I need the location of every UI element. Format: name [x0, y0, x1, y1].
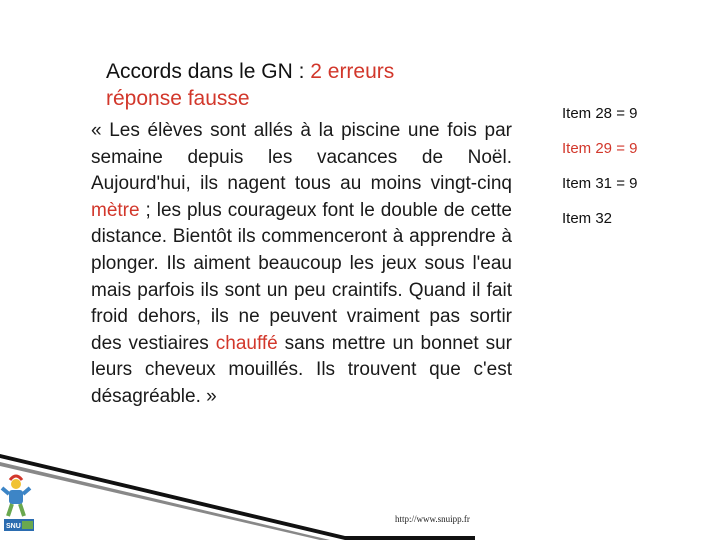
svg-text:SNU: SNU — [6, 523, 21, 530]
footer-url[interactable]: http://www.snuipp.fr — [395, 514, 470, 524]
dictation-passage — [91, 118, 512, 411]
passage-part-2: ; les plus courageux font le double de cette distance. Bientôt ils commenceront à apprendre à plonger. Ils aiment beaucoup les jeux sous l'eau mais parfois ils sont un peu craintifs. Quand il fait froid dehors, ils ne peuvent vraiment pas sortir des vestiaires — [91, 199, 512, 354]
item-list — [562, 103, 637, 243]
slide-title — [106, 58, 506, 112]
snuipp-logo — [0, 470, 40, 540]
passage-part-1: « Les élèves sont allés à la piscine une fois par semaine depuis les vacances de Noël. Aujourd'hui, ils nagent tous au moins vingt-cinq — [91, 120, 512, 195]
item-entry: Item 32 — [562, 210, 613, 227]
passage-error-2: chauffé — [215, 332, 278, 354]
item-entry: Item 29 = 9 — [562, 140, 638, 157]
title-highlight: 2 erreurs — [310, 60, 395, 83]
title-subtitle: réponse fausse — [106, 87, 250, 110]
item-entry: Item 28 = 9 — [562, 105, 638, 122]
title-prefix: Accords dans le GN : — [106, 60, 311, 83]
decorative-swoosh — [0, 440, 720, 540]
passage-error-1: mètre — [91, 199, 140, 221]
passage-part-3: sans mettre un bonnet sur leurs cheveux mouillés. Ils trouvent que c'est désagréable. » — [91, 332, 512, 407]
item-entry: Item 31 = 9 — [562, 175, 638, 192]
